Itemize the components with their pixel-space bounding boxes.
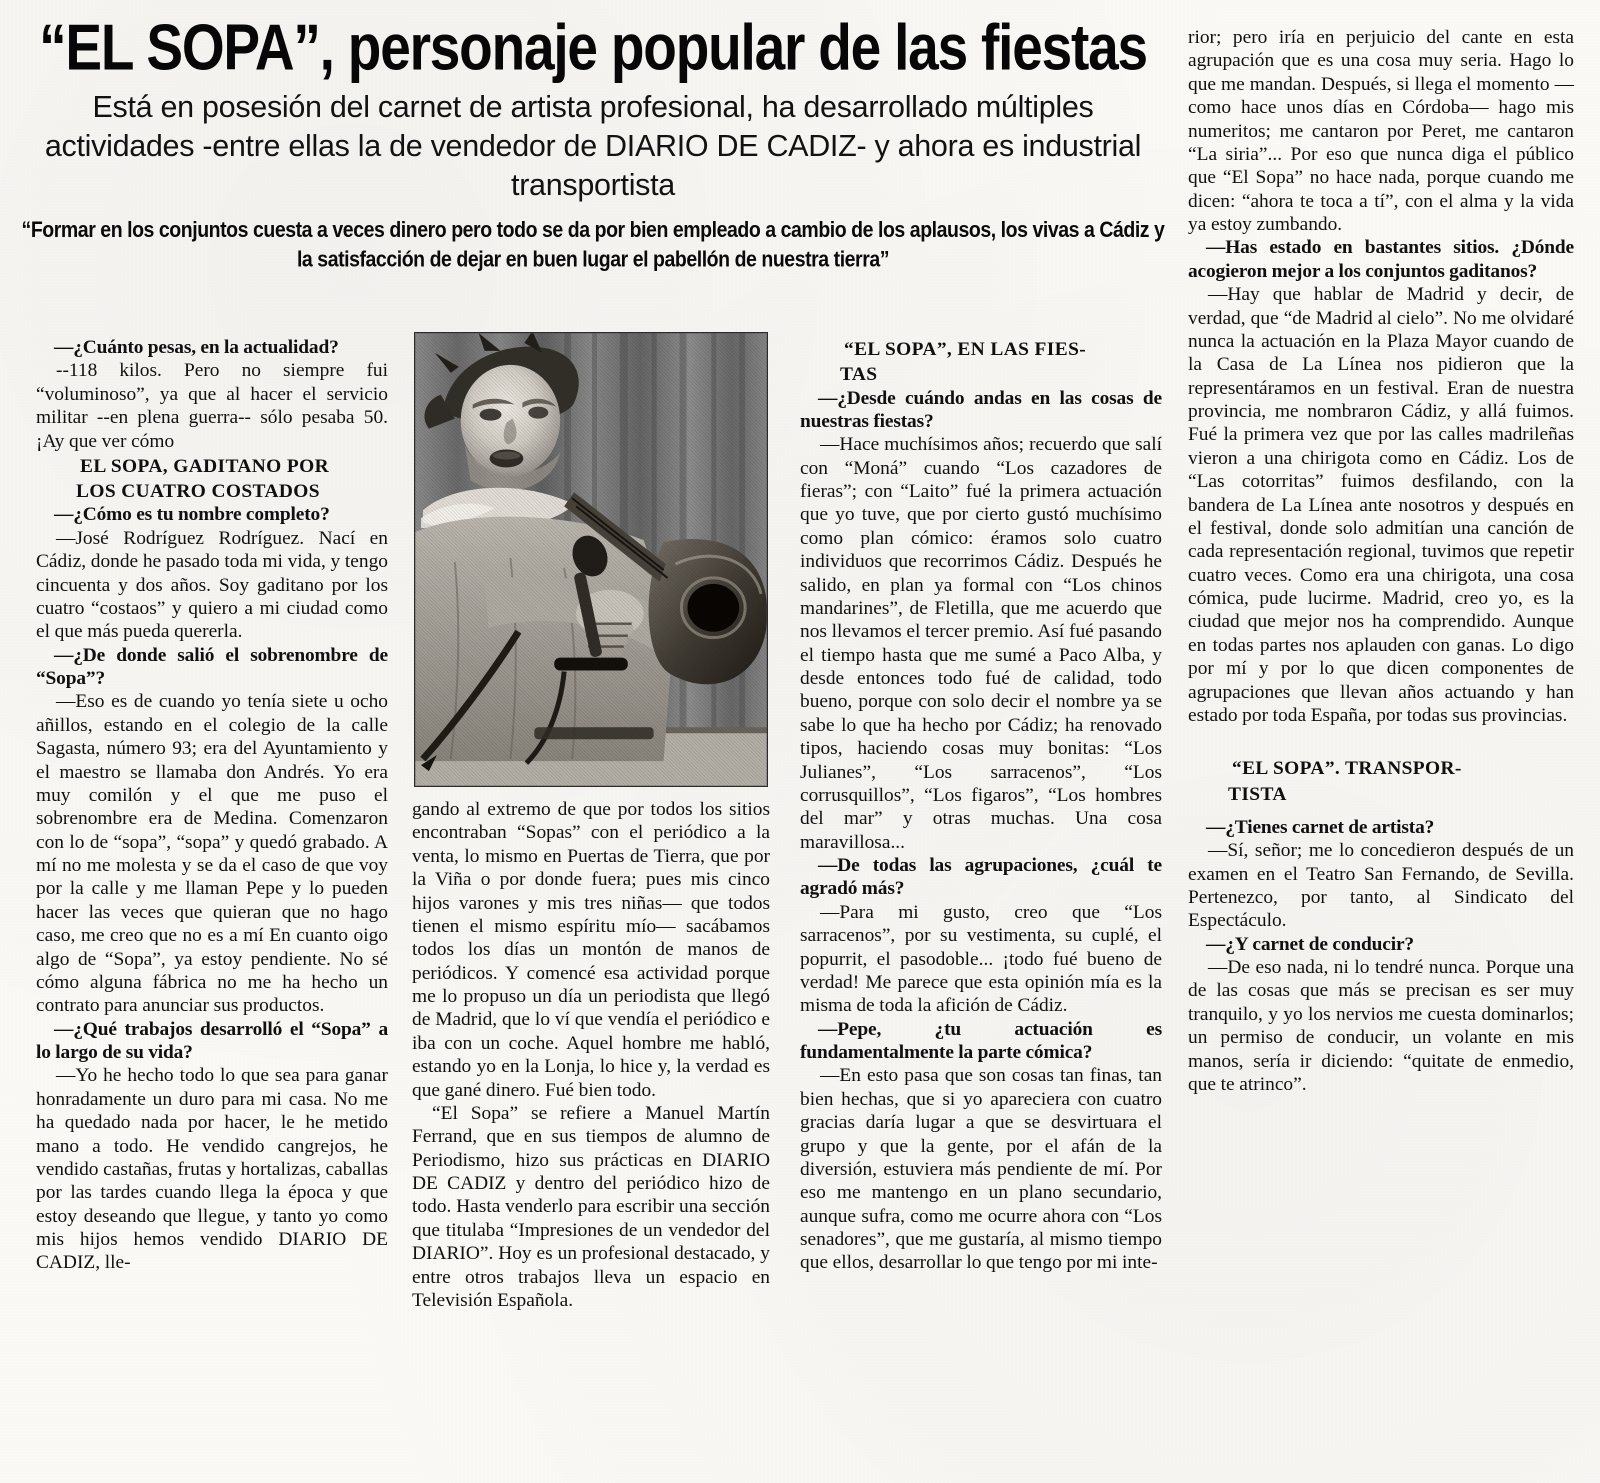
question: —¿Tienes carnet de artista? <box>1206 816 1435 838</box>
section-gap <box>1188 806 1574 816</box>
question: —¿Cuánto pesas, en la actualidad? <box>54 337 339 358</box>
answer: —Hace muchísimos años; recuerdo que salí con “Moná” cuando “Los cazadores de fieras”; con “Laito” fué la primera actuación que yo tuve, que por cierto gustó muchísimo como plan cómico: éramos solo cuatro individuos que recorrimos Cádiz. Después he salido, en plan ya formal con “Los chinos mandarines”, de Fletilla, que me acuerdo que nos llevamos el tercer premio. Así fué pasando el tiempo hasta que me sumé a Paco Alba, y desde entonces todo fué de calidad, todo bueno, porque con solo decir el nombre ya se sabe lo que ha hecho por Cádiz; ha renovado tipos, haciendo cosas muy bonitas: “Los Julianes”, “Los sarracenos”, “Los corrusquillos”, “Los figaros”, “Los hombres del mar” y otras muchas. Una cosa maravillosa... <box>800 434 1162 853</box>
answer: —En esto pasa que son cosas tan finas, tan bien hechas, que si yo apareciera con cuatro gracias daría lugar a que se desvirtuara el grupo y que la gente, por el afán de la diversión, estuviera más pendiente de mí. Por eso me mantengo en un plano secundario, aunque sufra, como me ocurre ahora con “Los senadores”, que me gustaría, al mismo tiempo que ellos, desarrollar lo que tengo por mi inte- <box>800 1065 1162 1274</box>
photo-halftone <box>415 333 767 786</box>
question: —Pepe, ¿tu actuación es fundamentalmente la parte cómica? <box>800 1018 1162 1064</box>
answer: —De eso nada, ni lo tendré nunca. Porque una de las cosas que más se precisan es ser muy tranquilo, y yo los nervios me cuesta dominarlos; un permiso de conducir, un volante en mis manos, sería ir diciendo: “quitate de enmedio, que te atrinco”. <box>1188 957 1574 1095</box>
article-subheadline: Está en posesión del carnet de artista profesional, ha desarrollado múltiples actividades -entre ellas la de vendedor de DIARIO DE CADIZ- y ahora es industrial transportista <box>44 90 1142 203</box>
question: —¿Cómo es tu nombre completo? <box>54 504 330 526</box>
paragraph: gando al extremo de que por todos los sitios encontraban “Sopas” con el periódico a la venta, lo mismo en Puertas de Tierra, que por la Viña o por donde fuera; pues mis cinco hijos varones y mis tres niñas— que todos tienen el mismo espíritu mío— sacábamos todos los días un montón de manos de periódicos. Y comencé esa actividad porque me lo propuso un día un periodista que llegó de Madrid, que lo ví que vendía el periódico e iba con un coche. Aquel hombre me habló, estando yo en la Lonja, lo hice y, la verdad es que gané dinero. Fué bien todo. <box>412 799 770 1101</box>
answer: —Sí, señor; me lo concedieron después de un examen en el Teatro San Fernando, de Sevilla. Pertenezco, por tanto, al Sindicato del Espectáculo. <box>1188 840 1574 932</box>
paragraph: “El Sopa” se refiere a Manuel Martín Ferrand, que en sus tiempos de alumno de Periodismo, hizo sus prácticas en DIARIO DE CADIZ y dentro del periódico hizo de todo. Hasta venderlo para escribir una sección que titulaba “Impresiones de un vendedor del DIARIO”. Hoy es un profesional destacado, y entre otros trabajos lleva un espacio en Televisión Española. <box>412 1102 770 1311</box>
text-column-4 <box>1188 26 1574 1096</box>
answer: —José Rodríguez Rodríguez. Nací en Cádiz, donde he pasado toda mi vida, y tengo cincuenta y dos años. Soy gaditano por los cuatro “costaos” y quiero a mi ciudad como el que más pueda quererla. <box>36 527 388 643</box>
article-pullquote: “Formar en los conjuntos cuesta a veces dinero pero todo se da por bien empleado a cambio de los aplausos, los vivas a Cádiz y la satisfacción de dejar en buen lugar el pabellón de nuestra tierra” <box>21 218 1165 272</box>
text-column-1 <box>36 336 388 1275</box>
answer: --118 kilos. Pero no siempre fui “voluminoso”, ya que al hacer el servicio militar --en plena guerra-- sólo pesaba 50. ¡Ay que ver cómo <box>36 360 388 452</box>
article-photo <box>414 332 768 787</box>
section-heading-fiestas-line2: TAS <box>840 364 878 386</box>
answer: —Yo he hecho todo lo que sea para ganar honradamente un duro para mi casa. No me ha quedado nada por hacer, le he metido mano a todo. He vendido cangrejos, he vendido castañas, frutas y hortalizas, caballas por las tardes cuando llega la época y que estoy deseando que llegue, y tanto yo como mis hijos hemos vendido DIARIO DE CADIZ, lle- <box>36 1065 388 1274</box>
section-heading-transportista-line1: “EL SOPA”. TRANSPOR- <box>1232 758 1462 780</box>
text-column-2 <box>412 798 770 1312</box>
text-column-3 <box>800 336 1162 1275</box>
section-gap <box>1188 727 1574 755</box>
paragraph: rior; pero iría en perjuicio del cante en esta agrupación que es una cosa muy seria. Hago lo que me mandan. Después, si llega el momento —como hace unos días en Córdoba— hago mis numeritos; me cantaron por Peret, me cantaron “La siria”... Por eso que nunca diga el público que “El Sopa” no hace nada, porque cuando me dicen: “ahora te toca a tí”, con el alma y la vida ya estoy zumbando. <box>1188 27 1574 235</box>
question: —Has estado en bastantes sitios. ¿Dónde acogieron mejor a los conjuntos gaditanos? <box>1188 237 1574 282</box>
answer: —Para mi gusto, creo que “Los sarracenos”, por su vestimenta, su cuplé, el popurrit, el pasodoble... ¡todo fué bueno de verdad! Me parece que esta opinión mía es la misma de toda la afición de Cádiz. <box>800 901 1162 1017</box>
question: —¿Y carnet de conducir? <box>1206 933 1414 955</box>
page-title: “EL SOPA”, personaje popular de las fiestas <box>39 10 1147 84</box>
section-heading-gaditano-line1: EL SOPA, GADITANO POR <box>80 455 330 477</box>
section-heading-transportista-line2: TISTA <box>1228 783 1287 805</box>
question: —¿Qué trabajos desarrolló el “Sopa” a lo largo de su vida? <box>36 1018 388 1064</box>
article-head-block <box>16 10 1170 272</box>
answer: —Eso es de cuando yo tenía siete u ocho añillos, estando en el colegio de la calle Sagasta, número 93; era del Ayuntamiento y el maestro se llamaba don Andrés. Yo era muy comilón y el que me puso el sobrenombre era de Medina. Comenzaron con lo de “sopa”, “sopa” y quedó grabado. A mí no me molesta y se da el caso de que voy por la calle y me llaman Pepe y lo pueden hacer las veces que quieran que no hago caso, me creo que no es a mí En cuanto oigo algo de “Sopa”, ya estoy pendiente. No sé cómo alguna fábrica no me ha hecho un contrato para anunciar sus productos. <box>36 691 388 1017</box>
section-heading-fiestas-line1: “EL SOPA”, EN LAS FIES- <box>844 339 1087 360</box>
question: —¿Desde cuándo andas en las cosas de nuestras fiestas? <box>800 387 1162 432</box>
question: —De todas las agrupaciones, ¿cuál te agradó más? <box>800 855 1162 900</box>
section-heading-gaditano-line2: LOS CUATRO COSTADOS <box>76 481 320 503</box>
question: —¿De donde salió el sobrenombre de “Sopa”? <box>36 644 388 690</box>
answer: —Hay que hablar de Madrid y decir, de verdad, que “de Madrid al cielo”. No me olvidaré nunca la actuación en la Plaza Mayor cuando de la Casa de La Línea nos pidieron que la representáramos en un festival. Eran de nuestra provincia, me nombraron Cádiz, y allá fuimos. Fué la primera vez que por las calles madrileñas vieron a una chirigota como en Cádiz. Los de “Las cotorritas” fuimos desfilando, con la bandera de La Línea ante nosotros y después en el festival, donde solo admitían una canción de cada representación regional, tuvimos que repetir cuatro veces. Como era una chirigota, una cosa cómica, pude lucirme. Madrid, creo yo, es la ciudad que mejor nos ha comprendido. Aunque en todas partes nos aplauden con ganas. Lo digo por mí y por lo que dicen componentes de agrupaciones que llevan años actuando y han estado por toda España, por todas sus provincias. <box>1188 284 1574 726</box>
